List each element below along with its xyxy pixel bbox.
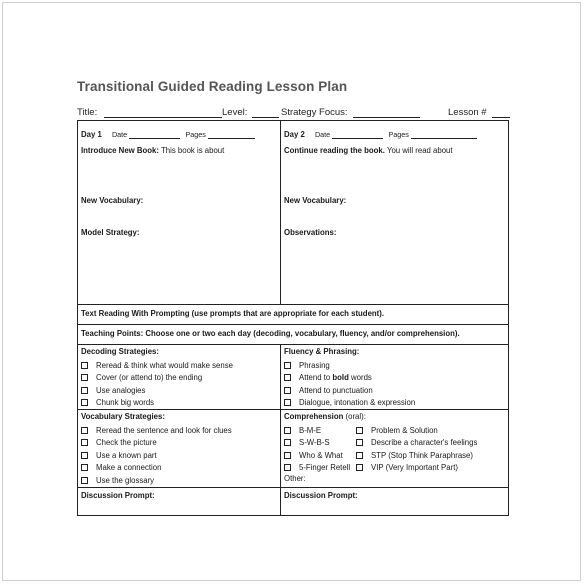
checkbox[interactable]: [284, 452, 291, 459]
title-blank: [104, 108, 222, 118]
day1-date-label: Date: [111, 130, 128, 139]
header-title-field: [77, 107, 222, 118]
item-label: Problem & Solution: [371, 425, 438, 435]
item-label: Attend to punctuation: [299, 385, 373, 395]
item-label: Reread the sentence and look for clues: [96, 425, 232, 435]
checkbox[interactable]: [81, 477, 88, 484]
checklist-item[interactable]: [284, 359, 505, 372]
checklist-item[interactable]: [81, 437, 277, 450]
day2-header: [284, 130, 477, 139]
checklist-item[interactable]: [356, 449, 477, 462]
header-lesson-field: [448, 107, 510, 118]
day1-intro: [81, 146, 224, 155]
text-reading-row: [78, 305, 509, 325]
discussion-prompt-left: Discussion Prompt:: [81, 490, 155, 500]
day2-label: Day 2: [284, 130, 305, 139]
item-label: Chunk big words: [96, 398, 155, 408]
item-label: Cover (or attend to) the ending: [96, 373, 203, 383]
checkbox[interactable]: [81, 374, 88, 381]
item-label: Describe a character's feelings: [371, 438, 478, 448]
checkbox[interactable]: [284, 439, 291, 446]
checklist-item[interactable]: [81, 372, 277, 385]
item-label: Check the picture: [96, 438, 157, 448]
checklist-item[interactable]: [284, 424, 356, 437]
day1-date-blank: [129, 131, 180, 139]
comprehension-cell: [281, 410, 509, 488]
item-label: [299, 373, 372, 382]
day1-model-strategy: Model Strategy:: [81, 228, 140, 237]
checkbox[interactable]: [81, 439, 88, 446]
item-label: S-W-B-S: [299, 438, 330, 448]
checklist-item[interactable]: [284, 397, 505, 410]
item-label: Use the glossary: [96, 475, 155, 485]
checklist-item[interactable]: [284, 384, 505, 397]
item-label: Who & What: [299, 450, 343, 460]
comprehension-heading-label: Comprehension: [284, 412, 344, 421]
item-label: Use analogies: [96, 385, 146, 395]
day1-intro-label: Introduce New Book:: [81, 146, 159, 155]
day1-new-vocabulary: New Vocabulary:: [81, 196, 144, 205]
fluency-heading: Fluency & Phrasing:: [284, 347, 360, 356]
item-label: 5-Finger Retell: [299, 463, 351, 473]
comprehension-other: Other:: [284, 474, 306, 483]
day2-pages-label: Pages: [388, 130, 409, 139]
comprehension-heading-suffix: (oral):: [343, 412, 366, 421]
text-reading-label: Text Reading With Prompting (use prompts that are appropriate for each student).: [81, 309, 385, 318]
day1-pages-blank: [208, 131, 255, 139]
item-label: Use a known part: [96, 450, 157, 460]
checkbox[interactable]: [81, 387, 88, 394]
day2-observations: Observations:: [284, 228, 337, 237]
checklist-item[interactable]: [81, 384, 277, 397]
checkbox[interactable]: [81, 427, 88, 434]
title-label: Title:: [77, 107, 98, 118]
strategy-blank: [353, 108, 420, 118]
checklist-item[interactable]: [356, 462, 477, 475]
checkbox[interactable]: [81, 362, 88, 369]
day2-pages-blank: [411, 131, 477, 139]
checkbox[interactable]: [81, 399, 88, 406]
bold-word: bold: [332, 373, 349, 383]
checklist-item[interactable]: [356, 424, 477, 437]
teaching-points-row: [78, 325, 509, 345]
vocabulary-heading: Vocabulary Strategies:: [81, 412, 165, 421]
level-label: Level:: [222, 107, 248, 118]
day1-pages-label: Pages: [185, 130, 206, 139]
item-label: B-M-E: [299, 425, 322, 435]
item-label: Phrasing: [299, 360, 330, 370]
checklist-item[interactable]: [284, 449, 356, 462]
checklist-item[interactable]: [81, 449, 277, 462]
checkbox[interactable]: [356, 439, 363, 446]
header-strategy-field: [281, 107, 420, 118]
vocabulary-cell: [78, 410, 281, 488]
checkbox[interactable]: [81, 452, 88, 459]
day2-continue-text: You will read about: [384, 146, 453, 155]
day2-new-vocabulary: New Vocabulary:: [284, 196, 347, 205]
day2-date-label: Date: [314, 130, 331, 139]
item-suffix: words: [348, 373, 372, 383]
item-label: Reread & think what would make sense: [96, 360, 233, 370]
day2-cell: [281, 121, 509, 305]
checkbox[interactable]: [284, 387, 291, 394]
day1-label: Day 1: [81, 130, 102, 139]
discussion-prompt-right: Discussion Prompt:: [284, 490, 358, 500]
day2-continue-label: Continue reading the book.: [284, 146, 385, 155]
checklist-item[interactable]: [81, 424, 277, 437]
checklist-item[interactable]: [356, 437, 477, 450]
decoding-heading: Decoding Strategies:: [81, 347, 159, 356]
day1-intro-text: This book is about: [158, 146, 225, 155]
item-label: VIP (Very Important Part): [371, 463, 458, 473]
item-label: STP (Stop Think Paraphrase): [371, 450, 473, 460]
item-label: Make a connection: [96, 463, 162, 473]
fluency-cell: [281, 345, 509, 410]
checklist-item[interactable]: [284, 372, 505, 385]
item-text: Attend to: [299, 373, 333, 383]
checkbox[interactable]: [284, 399, 291, 406]
day2-continue: [284, 146, 453, 155]
checkbox[interactable]: [356, 452, 363, 459]
checklist-item[interactable]: [81, 474, 277, 487]
day1-cell: [78, 121, 281, 305]
checkbox[interactable]: [284, 362, 291, 369]
lesson-plan-table: [77, 120, 509, 516]
day2-date-blank: [332, 131, 383, 139]
checkbox[interactable]: [81, 464, 88, 471]
checklist-item[interactable]: [81, 397, 277, 410]
level-blank: [252, 108, 279, 118]
checkbox[interactable]: [356, 464, 363, 471]
strategy-label: Strategy Focus:: [281, 107, 348, 118]
comprehension-heading: [284, 412, 505, 424]
lesson-label: Lesson #: [448, 107, 487, 118]
checkbox[interactable]: [284, 427, 291, 434]
checklist-item[interactable]: [284, 462, 356, 475]
checklist-item[interactable]: [81, 359, 277, 372]
discussion-right-cell: [281, 487, 509, 515]
day1-header: [81, 130, 255, 139]
checklist-item[interactable]: [81, 462, 277, 475]
item-label: Dialogue, intonation & expression: [299, 398, 416, 408]
checkbox[interactable]: [284, 374, 291, 381]
checkbox[interactable]: [356, 427, 363, 434]
header-level-field: [222, 107, 279, 118]
checkbox[interactable]: [284, 464, 291, 471]
checklist-item[interactable]: [284, 437, 356, 450]
teaching-points-label: Teaching Points: Choose one or two each day (decoding, vocabulary, fluency, and/or comprehension).: [81, 329, 460, 338]
page-title: Transitional Guided Reading Lesson Plan: [77, 79, 348, 94]
lesson-blank: [492, 108, 510, 118]
discussion-left-cell: [78, 487, 281, 515]
decoding-cell: [78, 345, 281, 410]
